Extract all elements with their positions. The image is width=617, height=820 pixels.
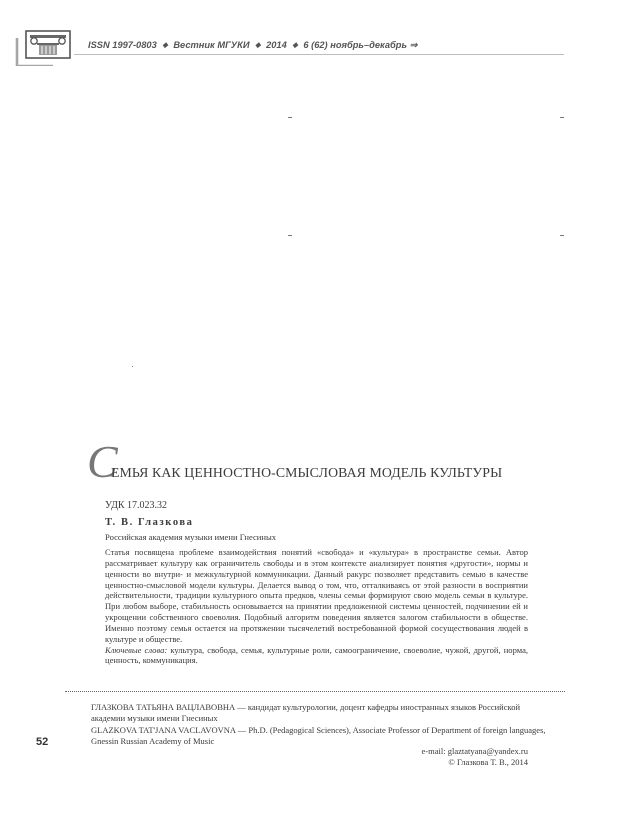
keywords — [105, 645, 528, 667]
author-bio-ru: ГЛАЗКОВА ТАТЬЯНА ВАЦЛАВОВНА — кандидат культурологии, доцент кафедры иностранных языков Российской академии музыки имени Гнесиных — [91, 702, 520, 723]
udk-code: УДК 17.023.32 — [105, 500, 168, 511]
author-name: Т. В. Глазкова — [105, 517, 194, 528]
issn: ISSN 1997-0803 — [88, 40, 157, 50]
issue-year: 2014 — [266, 40, 287, 50]
author-contact — [422, 746, 528, 768]
abstract — [105, 547, 528, 666]
author-bio-en: GLAZKOVA TAT'JANA VACLAVOVNA — Ph.D. (Pedagogical Sciences), Associate Professor of Department of foreign languages, Gnessin Russian Academy of Music — [91, 725, 546, 746]
bullet-icon: ◆ — [292, 42, 298, 49]
title-text: ЕМЬЯ КАК ЦЕННОСТНО-СМЫСЛОВАЯ МОДЕЛЬ КУЛЬТУРЫ — [111, 465, 503, 480]
author-email: e-mail: glaztatyana@yandex.ru — [421, 746, 528, 756]
scan-mark — [560, 117, 564, 118]
bullet-icon: ◆ — [255, 42, 261, 49]
page-number: 52 — [36, 736, 49, 748]
scan-mark — [288, 235, 292, 236]
author-affiliation: Российская академия музыки имени Гнесиных — [105, 532, 277, 542]
scan-mark — [560, 235, 564, 236]
bullet-icon: ◆ — [162, 42, 168, 49]
journal-logo-column-icon — [13, 22, 71, 66]
arrow-icon: ⇒ — [409, 40, 418, 50]
header-rule — [74, 54, 564, 55]
issue-number: 6 (62) ноябрь–декабрь — [303, 40, 407, 50]
scan-dot — [132, 366, 133, 367]
running-header — [88, 40, 417, 51]
keywords-label: Ключевые слова: — [105, 644, 168, 655]
keywords-list: культура, свобода, семья, культурные роли, самоограничение, своеволие, чужой, другой, норма, ценность, коммуникация. — [105, 644, 528, 666]
title-initial: С — [87, 436, 118, 487]
abstract-text: Статья посвящена проблеме взаимодействия понятий «свобода» и «культура» в пространстве семьи. Автор рассматривает культуру как ограничитель свободы и в этом контексте анализирует понятия «другости», нормы и ценности во внутри- и межкультурной коммуникации. Данный ракурс позволяет представить семью в качестве ценностно-смысловой модели культуры. Делается вывод о том, что, отталкиваясь от этой разности в восприятии действительности, традиции культурного опыта предков, члены семьи формируют свою модель семьи в культуре. При любом выборе, стабильность основывается на принятии предложенной системы ценностей, подчинении ей и укрощении собственного своеволия. Подобный алгоритм поведения является залогом стабильности в обществе. Именно поэтому семья остается на протяжении тысячелетий востребованной формой сосуществования людей в культуре и обществе. — [105, 547, 528, 644]
copyright: © Глазкова Т. В., 2014 — [448, 756, 528, 767]
dotted-separator — [65, 691, 565, 692]
journal-name: Вестник МГУКИ — [173, 40, 250, 50]
scan-mark — [288, 117, 292, 118]
